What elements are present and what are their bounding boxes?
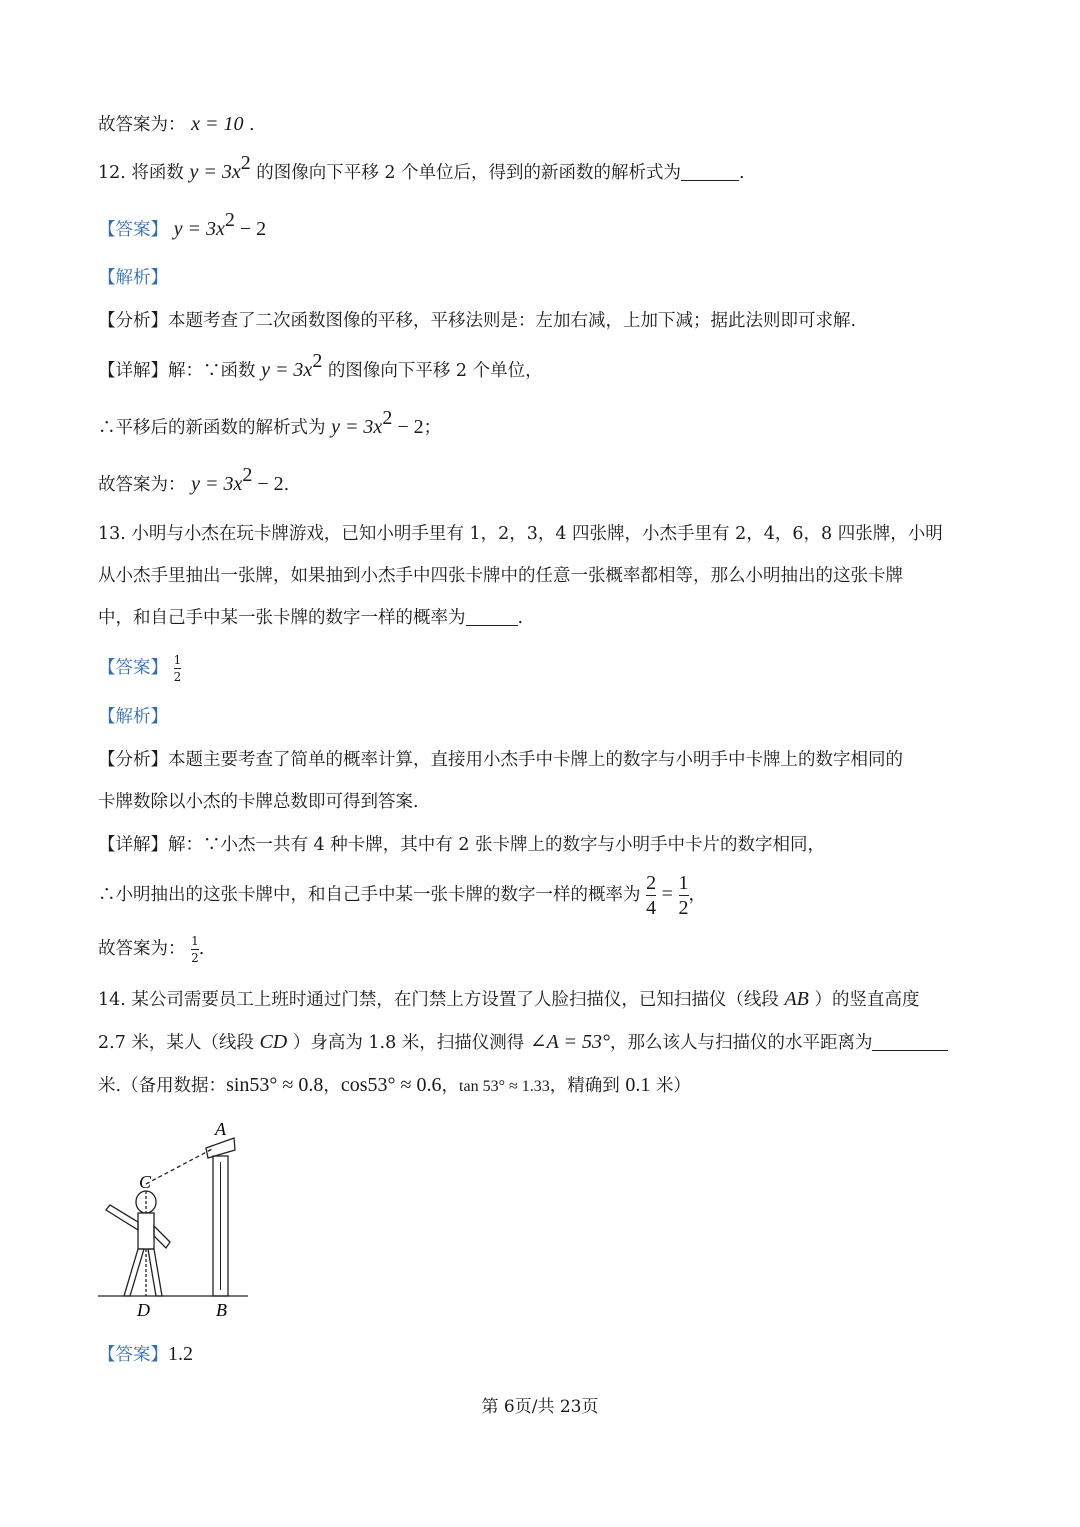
- analysis-13-line-1: 【分析】本题主要考查了简单的概率计算，直接用小杰手中卡牌上的数字与小明手中卡牌上的数字相同的: [98, 750, 903, 770]
- question-13-line-1: 13. 小明与小杰在玩卡牌游戏，已知小明手里有 1，2，3，4 四张牌，小杰手里有 2，4，6，8 四张牌，小明: [98, 524, 943, 544]
- scanner-device: [206, 1138, 235, 1158]
- question-14-line-3: 米.（备用数据：sin53° ≈ 0.8，cos53° ≈ 0.6，tan 53° ≈ 1.33，精确到 0.1 米）: [98, 1074, 691, 1096]
- sight-line: [146, 1148, 214, 1184]
- label-D: D: [137, 1300, 150, 1320]
- final-answer-13: 故答案为： $\frac{1}{2}$ .: [98, 934, 205, 965]
- therefore-13: ∴小明抽出的这张卡牌中，和自己手中某一张卡牌的数字一样的概率为 $\frac{2}{4}$ = $\frac{1}{2}$ ，: [98, 872, 707, 919]
- page-footer: 第 6页/共 23页: [481, 1397, 599, 1417]
- answer-blank: [681, 162, 739, 181]
- person-leg-right: [148, 1249, 162, 1296]
- answer-12: 【答案】 $y = 3x^2 - 2$: [98, 209, 267, 240]
- answer-14: 【答案】1.2: [98, 1343, 193, 1365]
- analysis-heading-12: 【解析】: [98, 268, 168, 288]
- scanner-figure: [96, 1118, 256, 1320]
- person-body: [138, 1213, 154, 1249]
- fraction-one-half: $\frac{1}{2}$: [678, 872, 689, 919]
- question-13-line-3: 中，和自己手中某一张卡牌的数字一样的概率为 .: [98, 608, 524, 628]
- question-12: 12. 将函数 $y = 3x^2$ 的图像向下平移 2 个单位后，得到的新函数的解析式为 .: [98, 152, 745, 183]
- label-B: B: [216, 1300, 227, 1320]
- analysis-heading-13: 【解析】: [98, 707, 168, 727]
- fraction-two-fourths: $\frac{2}{4}$: [646, 872, 657, 919]
- fraction-one-half: $\frac{1}{2}$: [191, 934, 199, 965]
- answer-13: 【答案】 $\frac{1}{2}$: [98, 653, 182, 684]
- math-function: y = 3x: [189, 161, 241, 183]
- math-x-eq-10: x = 10: [191, 113, 244, 135]
- fraction-one-half: $\frac{1}{2}$: [173, 653, 182, 684]
- label-A: A: [215, 1119, 226, 1139]
- label-C: C: [139, 1172, 152, 1192]
- analysis-12: 【分析】本题考查了二次函数图像的平移，平移法则是：左加右减，上加下减；据此法则即可求解.: [98, 311, 857, 331]
- answer-blank: [872, 1032, 948, 1051]
- person-arm-left: [106, 1205, 138, 1230]
- detail-12: 【详解】解：∵函数 $y = 3x^2$ 的图像向下平移 2 个单位，: [98, 350, 543, 381]
- therefore-12: ∴平移后的新函数的解析式为 $y = 3x^2 - 2$；: [98, 407, 442, 438]
- answer-line-11: 故答案为： x = 10 .: [98, 113, 255, 135]
- answer-blank: [466, 607, 518, 626]
- question-13-line-2: 从小杰手里抽出一张牌，如果抽到小杰手中四张卡牌中的任意一张概率都相等，那么小明抽出的这张卡牌: [98, 566, 903, 586]
- final-answer-12: 故答案为： $y = 3x^2 - 2$.: [98, 464, 290, 495]
- detail-13: 【详解】解：∵小杰一共有 4 种卡牌，其中有 2 张卡牌上的数字与小明手中卡片的数字相同，: [98, 835, 826, 855]
- person-leg-left: [124, 1249, 144, 1296]
- analysis-13-line-2: 卡牌数除以小杰的卡牌总数即可得到答案.: [98, 792, 419, 812]
- question-14-line-2: 2.7 米，某人（线段 CD ）身高为 1.8 米，扫描仪测得 ∠A = 53°，那么该人与扫描仪的水平距离为: [98, 1030, 948, 1055]
- person-arm-right: [154, 1226, 170, 1248]
- question-14-line-1: 14. 某公司需要员工上班时通过门禁，在门禁上方设置了人脸扫描仪，已知扫描仪（线段 AB ）的竖直高度: [98, 988, 920, 1010]
